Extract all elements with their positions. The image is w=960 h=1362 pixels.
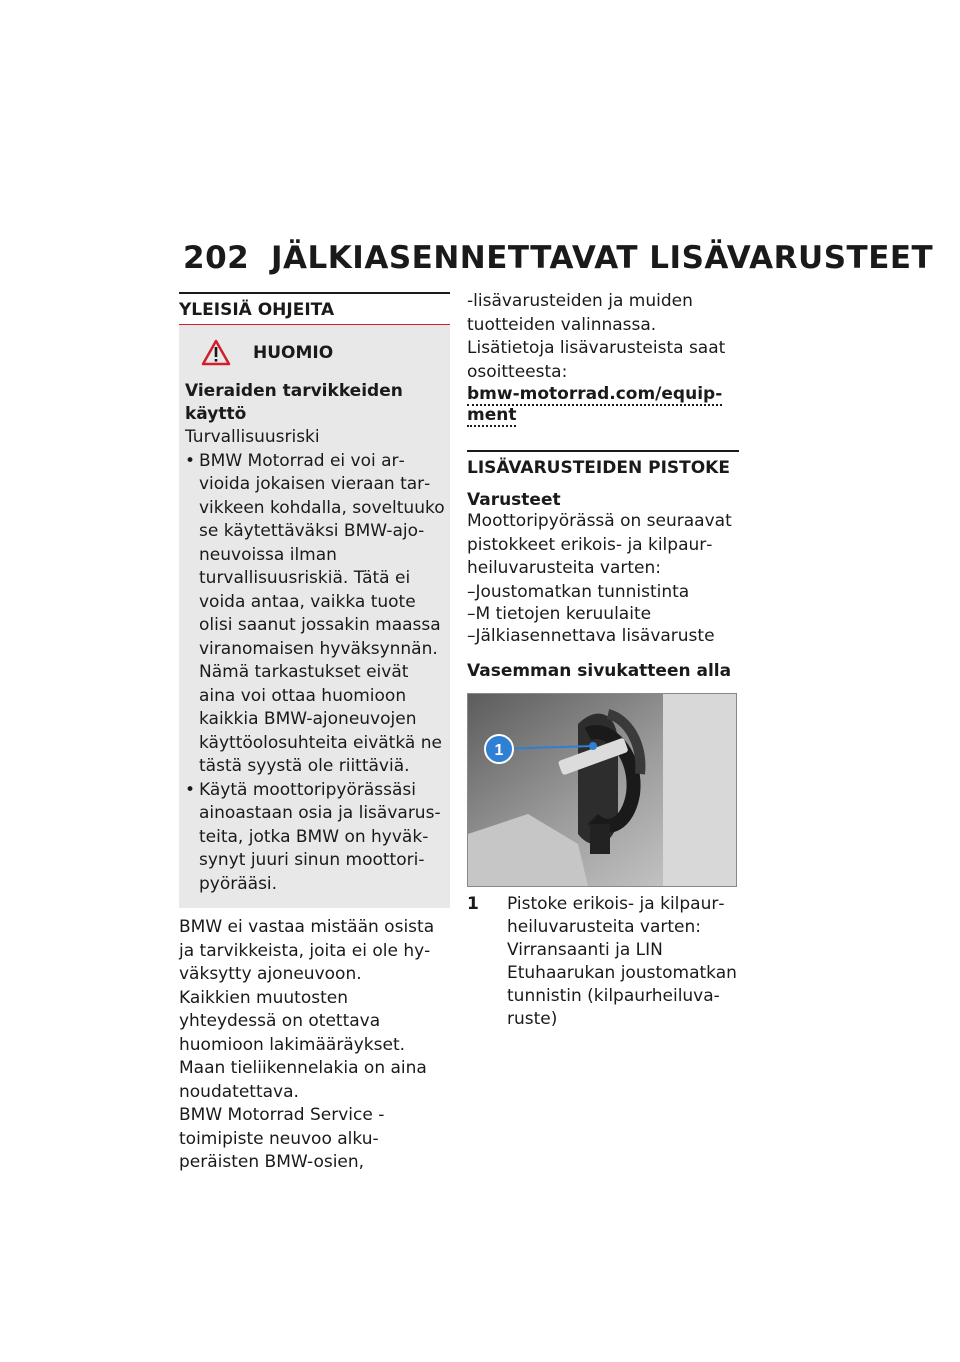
list-item: • BMW Motorrad ei voi arvioida jokaisen vieraan tarvikkeen kohdalla, soveltuuko se käytettäväksi BMW-ajoneuvoissa ilman turvallisuusriskiä. Tätä ei voida antaa, vaikka tuote olisi saanut jossakin maassa viranomaisen hyväksynnän. Nämä tarkastukset eivät aina voi ottaa huomioon kaikkia BMW-ajoneuvojen käyttöolosuhteita eivätkä ne tästä syystä ole riittäviä. [185,450,446,779]
section-title-general: YLEISIÄ OHJEITA [179,300,335,320]
connector-photo [467,693,737,887]
paragraph: Lisätietoja lisävarusteista saat osoitteesta: [467,338,726,382]
subheading-equipment: Varusteet [467,490,561,510]
equipment-link[interactable]: bmw-motorrad.com/equipment [467,384,723,425]
section-connector [467,450,739,1031]
legend-number: 1 [467,893,479,914]
paragraph: -lisävarusteiden ja muiden tuotteiden valinnassa. [467,291,693,335]
notice-risk: Turvallisuusriski [185,427,320,447]
connector-illustration [468,694,736,886]
notice-label: HUOMIO [253,342,334,363]
list-item: –Jälkiasennettava lisävaruste [467,625,715,646]
legend-text: Virransaanti ja LIN [507,939,663,960]
page-number: 202 [183,240,250,276]
bullet-text: Käytä moottoripyörässäsi ainoastaan osia ja lisävarusteita, jotka BMW on hyväksynyt juuri sinun moottoripyörääsi. [199,779,441,894]
paragraph: Kaikkien muutosten yhteydessä on otettava huomioon lakimääräykset. Maan tieliikennelakia on aina noudatettava. [179,987,427,1102]
list-item: • Käytä moottoripyörässäsi ainoastaan osia ja lisävarusteita, jotka BMW on hyväksynyt juuri sinun moottoripyörääsi. [185,779,446,897]
callout-number: 1 [494,741,504,759]
legend-text: Pistoke erikois- ja kilpaurheiluvarusteita varten: [507,893,725,937]
left-column [179,292,450,1175]
legend-text: Etuhaarukan joustomatkan tunnistin (kilpaurheiluvaruste) [507,962,737,1029]
section-title-connector: LISÄVARUSTEIDEN PISTOKE [467,458,730,478]
dash-list [467,581,739,647]
list-item: –Joustomatkan tunnistinta [467,581,690,602]
notice-heading: Vieraiden tarvikkeiden käyttö [185,381,403,424]
paragraph: BMW ei vastaa mistään osista ja tarvikkeista, joita ei ole hyväksytty ajoneuvoon. [179,917,435,984]
paragraph: Moottoripyörässä on seuraavat pistokkeet erikois- ja kilpaurheiluvarusteita varten: [467,511,732,578]
chapter-title: JÄLKIASENNETTAVAT LISÄVARUSTEET [271,240,934,276]
bullet-text: BMW Motorrad ei voi arvioida jokaisen vieraan tarvikkeen kohdalla, soveltuuko se käytettäväksi BMW-ajoneuvoissa ilman turvallisuusriskiä. Tätä ei voida antaa, vaikka tuote olisi saanut jossakin maassa viranomaisen hyväksynnän. Nämä tarkastukset eivät aina voi ottaa huomioon kaikkia BMW-ajoneuvojen käyttöolosuhteita eivätkä ne tästä syystä ole riittäviä. [199,450,445,776]
page-header [183,240,933,276]
right-column [467,290,739,1031]
subheading-location: Vasemman sivukatteen alla [467,660,732,681]
notice-box [179,325,450,908]
link-wrapper [467,384,739,426]
list-item: –M tietojen keruulaite [467,603,652,624]
warning-triangle-icon [201,339,231,366]
legend-item [467,893,739,1031]
paragraph: BMW Motorrad Service -toimipiste neuvoo alkuperäisten BMW-osien, [179,1105,385,1172]
notice-header [201,339,446,366]
